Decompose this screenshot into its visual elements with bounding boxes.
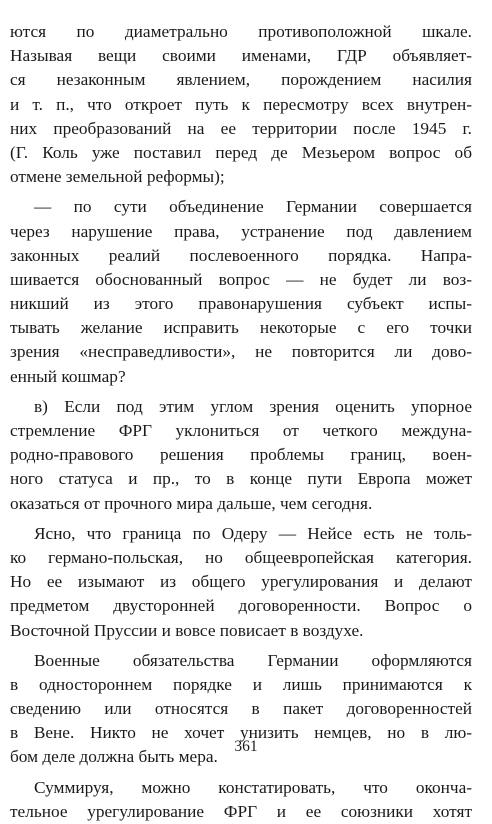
text-line: Восточной Пруссии и вовсе повисает в воздухе. [10,620,364,640]
text-line: зрения «несправедливости», не повторится ли дово- [10,342,472,362]
text-line: и т. п., что откроет путь к пересмотру всех внутрен- [10,94,472,114]
text-line: через нарушение права, устранение под давлением [10,221,472,241]
text-line: Называя вещи своими именами, ГДР объявляет- [10,46,472,66]
text-line: никший из этого правонарушения субъект испы- [10,294,472,314]
text-line: тывать желание исправить некоторые с его точки [10,318,472,338]
paragraph-2 [10,195,472,389]
text-line: шивается обоснованный вопрос — не будет ли воз- [10,269,472,289]
text-line: отмене земельной реформы); [10,167,225,187]
paragraph-3 [10,395,472,516]
text-line: тельное урегулирование ФРГ и ее союзники хотят [10,801,472,821]
text-line: в) Если под этим углом зрения оценить упорное [34,396,472,416]
text-line: Военные обязательства Германии оформляются [34,650,472,670]
text-line: предметом двусторонней договоренности. Вопрос о [10,596,472,616]
text-line: родно-правового решения проблемы границ, воен- [10,445,472,465]
text-line: ко германо-польская, но общеевропейская категория. [10,547,472,567]
text-line: сведению или относятся в пакет договоренностей [10,699,472,719]
text-line: Но ее изымают из общего урегулирования и делают [10,572,472,592]
text-line: в Вене. Никто не хочет унизить немцев, но в лю- [10,723,472,743]
text-line: — по сути объединение Германии совершается [34,197,472,217]
paragraph-6 [10,776,472,824]
text-line: ного статуса и пр., то в конце пути Европа может [10,469,472,489]
text-line: них преобразований на ее территории после 1945 г. [10,118,472,138]
text-line: (Г. Коль уже поставил перед де Мезьером вопрос об [10,142,472,162]
text-line: стремление ФРГ уклониться от четкого междуна- [10,421,472,440]
paragraph-4 [10,522,472,643]
text-line: ются по диаметрально противоположной шкале. [10,22,472,41]
text-line: законных реалий послевоенного порядка. Напра- [10,245,472,265]
page-text [10,20,472,824]
page-number: 361 [234,738,258,755]
text-line: в одностороннем порядке и лишь принимаются к [10,674,472,694]
paragraph-1 [10,20,472,189]
text-line: оказаться от прочного мира дальше, чем сегодня. [10,493,373,513]
text-line: бом деле должна быть мера. [10,747,218,767]
text-line: Суммируя, можно констатировать, что оконча- [34,777,472,797]
text-line: Ясно, что граница по Одеру — Нейсе есть не толь- [34,523,472,543]
text-line: енный кошмар? [10,366,126,386]
text-line: ся незаконным явлением, порождением насилия [10,70,472,90]
